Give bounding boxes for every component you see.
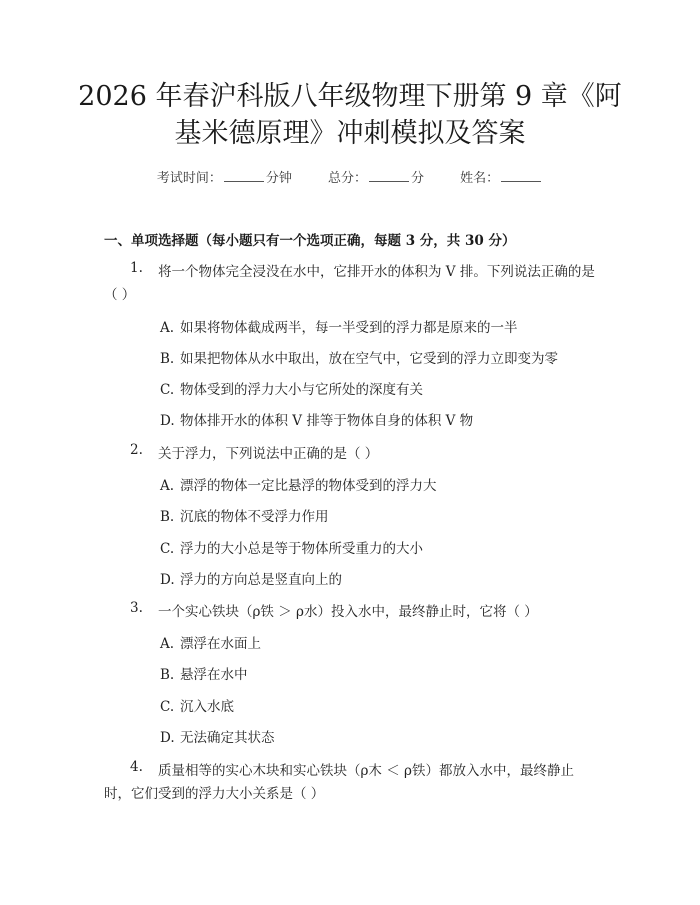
- exam-time: [157, 171, 292, 186]
- time-unit: 分钟: [265, 171, 292, 186]
- question-text: 一个实心铁块（ρ铁 ＞ ρ水）投入水中，最终静止时，它将（ ）: [158, 604, 538, 620]
- name-label: 姓名：: [460, 171, 500, 186]
- option-text: 浮力的大小总是等于物体所受重力的大小: [180, 541, 423, 557]
- question-text: 关于浮力，下列说法中正确的是（ ）: [158, 446, 379, 462]
- option-text: 漂浮的物体一定比悬浮的物体受到的浮力大: [180, 478, 437, 494]
- option[interactable]: [160, 474, 437, 494]
- option-text: 悬浮在水中: [180, 667, 248, 683]
- name-blank[interactable]: [501, 169, 541, 182]
- score-label: 总分：: [327, 171, 367, 186]
- question-text-continued: 时，它们受到的浮力大小关系是（ ）: [104, 786, 325, 802]
- option[interactable]: [160, 663, 248, 683]
- option[interactable]: [160, 378, 423, 398]
- student-name: [460, 171, 543, 186]
- document-title: [60, 78, 640, 152]
- question-text: 将一个物体完全浸没在水中，它排开水的体积为 V 排。下列说法正确的是: [158, 264, 595, 280]
- option-label: A.: [160, 478, 175, 494]
- option-text: 漂浮在水面上: [180, 636, 261, 652]
- title-line-2: 基米德原理》冲刺模拟及答案: [174, 118, 526, 149]
- option-label: C.: [160, 699, 175, 715]
- question-number: 2.: [130, 442, 143, 458]
- option-label: B.: [160, 509, 175, 525]
- option[interactable]: [160, 695, 234, 715]
- title-line-1: 2026 年春沪科版八年级物理下册第 9 章《阿: [78, 81, 622, 112]
- option-label: A.: [160, 320, 175, 336]
- option-label: B.: [160, 351, 175, 367]
- question-text: 质量相等的实心木块和实心铁块（ρ木 ＜ ρ铁）都放入水中，最终静止: [158, 763, 574, 779]
- question-number: 4.: [130, 759, 143, 775]
- time-label: 考试时间：: [156, 171, 222, 186]
- exam-meta: [0, 167, 700, 186]
- option[interactable]: [160, 409, 473, 429]
- option-text: 浮力的方向总是竖直向上的: [180, 572, 342, 588]
- option[interactable]: [160, 347, 558, 367]
- question-text-continued: （ ）: [104, 287, 136, 303]
- option-text: 如果将物体截成两半，每一半受到的浮力都是原来的一半: [180, 320, 518, 336]
- option[interactable]: [160, 505, 329, 525]
- option[interactable]: [160, 537, 423, 557]
- option-label: C.: [160, 382, 175, 398]
- option-text: 沉底的物体不受浮力作用: [180, 509, 329, 525]
- option[interactable]: [160, 726, 275, 746]
- option-label: D.: [160, 413, 175, 429]
- score-unit: 分: [411, 171, 425, 186]
- option[interactable]: [160, 632, 261, 652]
- option-text: 物体受到的浮力大小与它所处的深度有关: [180, 382, 423, 398]
- option-text: 沉入水底: [180, 699, 234, 715]
- option-label: D.: [160, 730, 175, 746]
- score-blank[interactable]: [369, 169, 409, 182]
- option-text: 物体排开水的体积 V 排等于物体自身的体积 V 物: [180, 413, 474, 429]
- question-number: 1.: [130, 260, 143, 276]
- option-label: A.: [160, 636, 175, 652]
- exam-score: [328, 171, 424, 186]
- option-text: 如果把物体从水中取出，放在空气中，它受到的浮力立即变为零: [180, 351, 558, 367]
- option-label: C.: [160, 541, 175, 557]
- option-text: 无法确定其状态: [180, 730, 275, 746]
- option[interactable]: [160, 568, 342, 588]
- option[interactable]: [160, 316, 518, 336]
- time-blank[interactable]: [224, 169, 264, 182]
- option-label: D.: [160, 572, 175, 588]
- option-label: B.: [160, 667, 175, 683]
- section-title: 一、单项选择题（每小题只有一个选项正确，每题 3 分，共 30 分）: [104, 233, 516, 249]
- question-number: 3.: [130, 600, 143, 616]
